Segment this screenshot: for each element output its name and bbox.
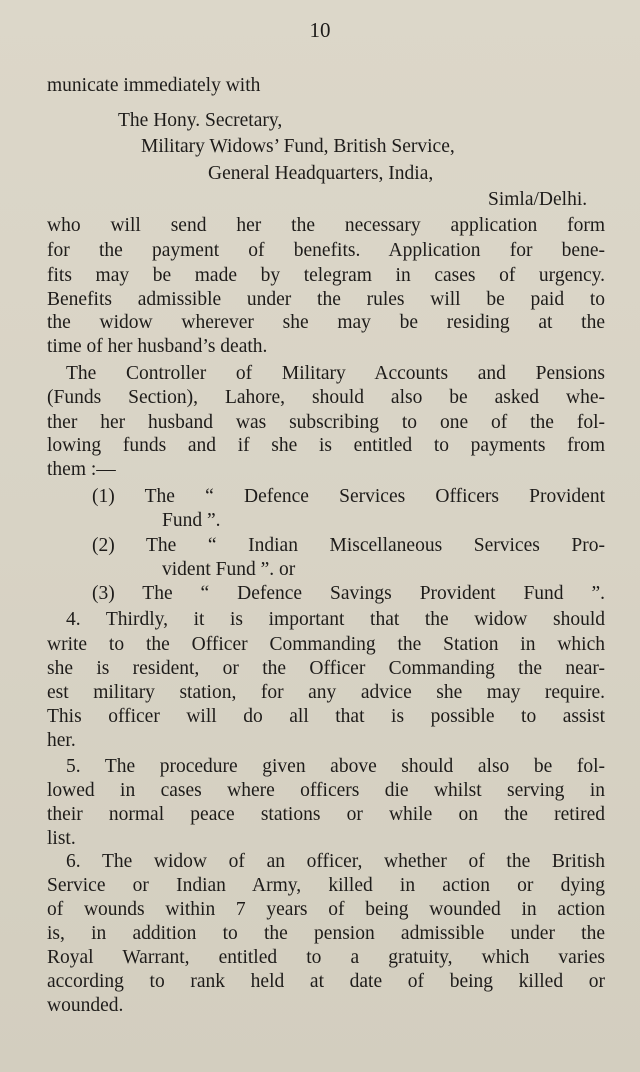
fund-item-2: (2) The “ Indian Miscellaneous Services Pro- xyxy=(92,535,605,556)
text-line-36: Royal Warrant, entitled to a gratuity, which varies xyxy=(47,947,605,968)
address-line-secretary: The Hony. Secretary, xyxy=(118,110,283,131)
text-line-33: Service or Indian Army, killed in action or dying xyxy=(47,875,605,896)
text-line-15: lowing funds and if she is entitled to payments from xyxy=(47,435,605,456)
text-line-28: 5. The procedure given above should also be fol- xyxy=(66,756,605,777)
text-line-10: the widow wherever she may be residing at the xyxy=(47,312,605,333)
text-line-27: her. xyxy=(47,730,76,751)
address-line-fund: Military Widows’ Fund, British Service, xyxy=(141,136,455,157)
fund-item-3: (3) The “ Defence Savings Provident Fund ”. xyxy=(92,583,605,604)
text-line-22: 4. Thirdly, it is important that the widow should xyxy=(66,609,605,630)
fund-item-2-cont: vident Fund ”. or xyxy=(162,559,296,580)
text-line-24: she is resident, or the Officer Commanding the near- xyxy=(47,658,605,679)
text-line-26: This officer will do all that is possible to assist xyxy=(47,706,605,727)
address-line-city: Simla/Delhi. xyxy=(488,189,588,210)
fund-item-1: (1) The “ Defence Services Officers Provident xyxy=(92,486,605,507)
text-line-23: write to the Officer Commanding the Station in which xyxy=(47,634,605,655)
text-line-13: (Funds Section), Lahore, should also be asked whe- xyxy=(47,387,605,408)
text-line-38: wounded. xyxy=(47,995,124,1016)
text-line-16: them :— xyxy=(47,459,116,480)
text-line-37: according to rank held at date of being killed or xyxy=(47,971,605,992)
text-line-30: their normal peace stations or while on the retired xyxy=(47,804,605,825)
text-line-32: 6. The widow of an officer, whether of the British xyxy=(66,851,605,872)
text-line-12: The Controller of Military Accounts and Pensions xyxy=(66,363,605,384)
text-line-29: lowed in cases where officers die whilst serving in xyxy=(47,780,605,801)
page-number: 10 xyxy=(309,18,331,42)
fund-item-1-cont: Fund ”. xyxy=(162,510,221,531)
text-line-11: time of her husband’s death. xyxy=(47,336,268,357)
text-line-1: municate immediately with xyxy=(47,75,261,96)
text-line-6: who will send her the necessary application form xyxy=(47,215,605,236)
text-line-14: ther her husband was subscribing to one of the fol- xyxy=(47,412,605,433)
text-line-34: of wounds within 7 years of being wounded in action xyxy=(47,899,605,920)
text-line-25: est military station, for any advice she may require. xyxy=(47,682,605,703)
text-line-8: fits may be made by telegram in cases of urgency. xyxy=(47,265,605,286)
text-line-9: Benefits admissible under the rules will be paid to xyxy=(47,289,605,310)
text-line-35: is, in addition to the pension admissible under the xyxy=(47,923,605,944)
text-line-7: for the payment of benefits. Application for bene- xyxy=(47,240,605,261)
text-line-31: list. xyxy=(47,828,76,849)
address-line-headquarters: General Headquarters, India, xyxy=(208,163,434,184)
